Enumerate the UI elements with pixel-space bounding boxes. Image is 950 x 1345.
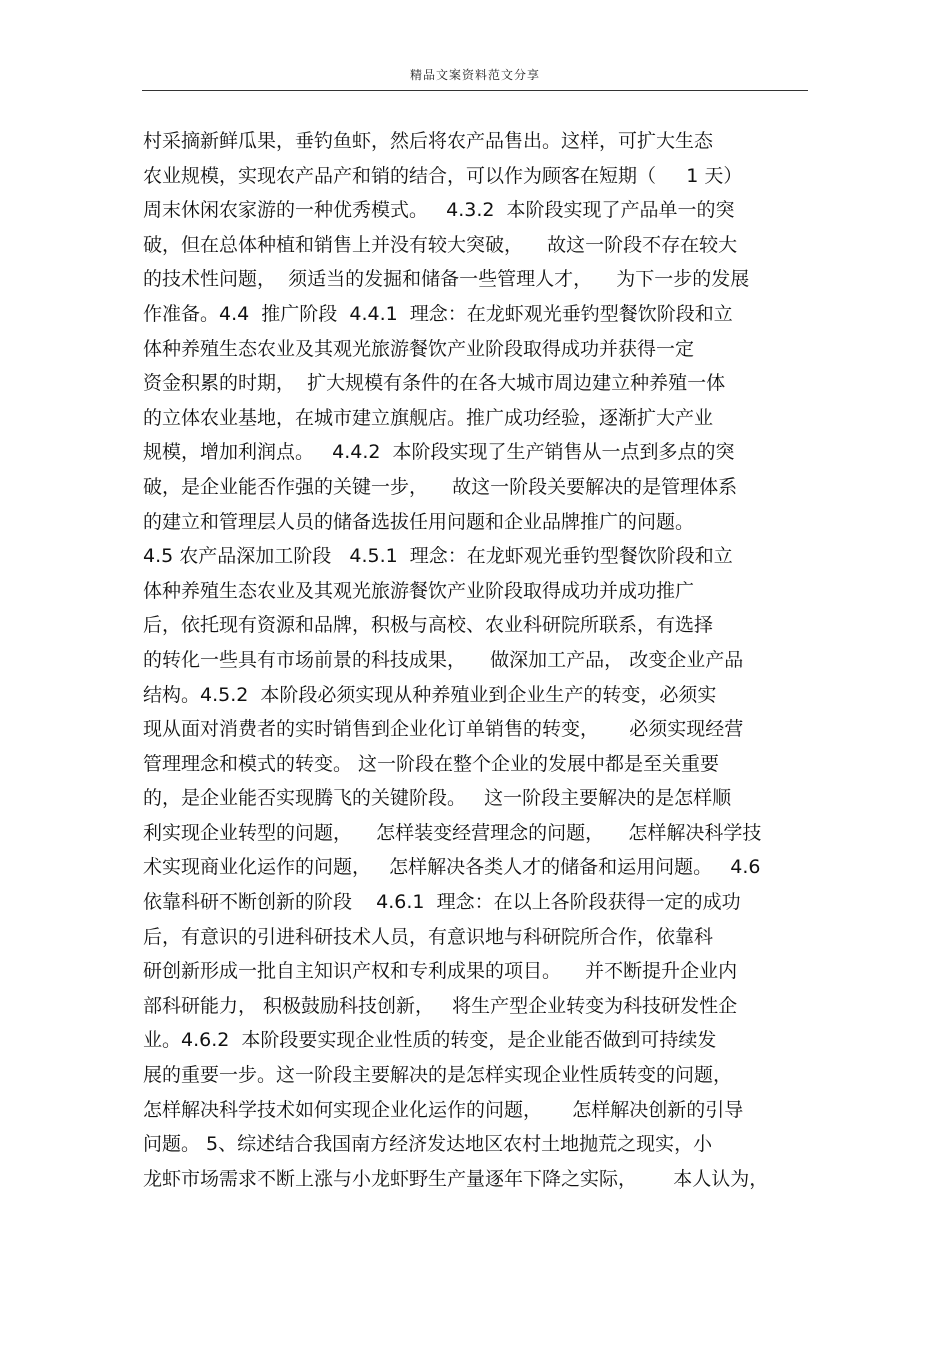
text-line: 4.5 农产品深加工阶段 4.5.1 理念：在龙虾观光垂钓型餐饮阶段和立	[143, 545, 733, 568]
text-line: 后，有意识的引进科研技术人员，有意识地与科研院所合作，依靠科	[143, 925, 714, 948]
text-line: 体种养殖生态农业及其观光旅游餐饮产业阶段取得成功并获得一定	[143, 337, 695, 360]
text-line: 利实现企业转型的问题， 怎样装变经营理念的问题， 怎样解决科学技	[143, 821, 762, 844]
text-line: 部科研能力， 积极鼓励科技创新， 将生产型企业转变为科技研发性企	[143, 994, 738, 1017]
text-line: 规模，增加利润点。 4.4.2 本阶段实现了生产销售从一点到多点的突	[143, 441, 735, 464]
text-line: 依靠科研不断创新的阶段 4.6.1 理念：在以上各阶段获得一定的成功	[143, 891, 741, 914]
text-line: 业。4.6.2 本阶段要实现企业性质的转变，是企业能否做到可持续发	[143, 1029, 717, 1052]
text-line: 作准备。4.4 推广阶段 4.4.1 理念：在龙虾观光垂钓型餐饮阶段和立	[143, 302, 733, 325]
text-line: 破，但在总体种植和销售上并没有较大突破， 故这一阶段不存在较大	[143, 233, 738, 256]
text-line: 结构。4.5.2 本阶段必须实现从种养殖业到企业生产的转变，必须实	[143, 683, 717, 706]
text-line: 管理理念和模式的转变。 这一阶段在整个企业的发展中都是至关重要	[143, 752, 720, 775]
text-line: 的技术性问题， 须适当的发掘和储备一些管理人才， 为下一步的发展	[143, 268, 750, 291]
text-line: 研创新形成一批自主知识产权和专利成果的项目。 并不断提升企业内	[143, 960, 738, 983]
text-line: 的，是企业能否实现腾飞的关键阶段。 这一阶段主要解决的是怎样顺	[143, 787, 732, 810]
text-line: 周末休闲农家游的一种优秀模式。 4.3.2 本阶段实现了产品单一的突	[143, 199, 735, 222]
text-line: 破，是企业能否作强的关键一步， 故这一阶段关要解决的是管理体系	[143, 475, 738, 498]
text-line: 现从面对消费者的实时销售到企业化订单销售的转变， 必须实现经营	[143, 718, 744, 741]
text-line: 村采摘新鲜瓜果，垂钓鱼虾，然后将农产品售出。这样，可扩大生态	[143, 130, 714, 152]
text-line: 农业规模，实现农产品产和销的结合，可以作为顾客在短期（ 1 天）	[143, 164, 743, 187]
text-line: 怎样解决科学技术如何实现企业化运作的问题， 怎样解决创新的引导	[143, 1098, 744, 1121]
text-line: 的立体农业基地，在城市建立旗舰店。推广成功经验，逐渐扩大产业	[143, 406, 714, 429]
text-line: 后，依托现有资源和品牌，积极与高校、农业科研院所联系，有选择	[143, 614, 714, 637]
text-line: 龙虾市场需求不断上涨与小龙虾野生产量逐年下降之实际， 本人认为，	[143, 1167, 769, 1190]
header-divider	[142, 90, 808, 91]
page-header: 精品文案资料范文分享	[409, 68, 540, 82]
text-line: 展的重要一步。这一阶段主要解决的是怎样实现企业性质转变的问题，	[143, 1064, 733, 1087]
text-line: 术实现商业化运作的问题， 怎样解决各类人才的储备和运用问题。 4.6	[143, 856, 761, 879]
document-body	[143, 124, 813, 1196]
text-line: 体种养殖生态农业及其观光旅游餐饮产业阶段取得成功并成功推广	[143, 579, 695, 602]
text-line: 问题。 5、综述结合我国南方经济发达地区农村土地抛荒之现实，小	[143, 1133, 713, 1156]
text-line: 资金积累的时期， 扩大规模有条件的在各大城市周边建立种养殖一体	[143, 372, 726, 395]
text-line: 的转化一些具有市场前景的科技成果， 做深加工产品， 改变企业产品	[143, 648, 744, 671]
text-line: 的建立和管理层人员的储备选拔任用问题和企业品牌推广的问题。	[143, 510, 695, 533]
